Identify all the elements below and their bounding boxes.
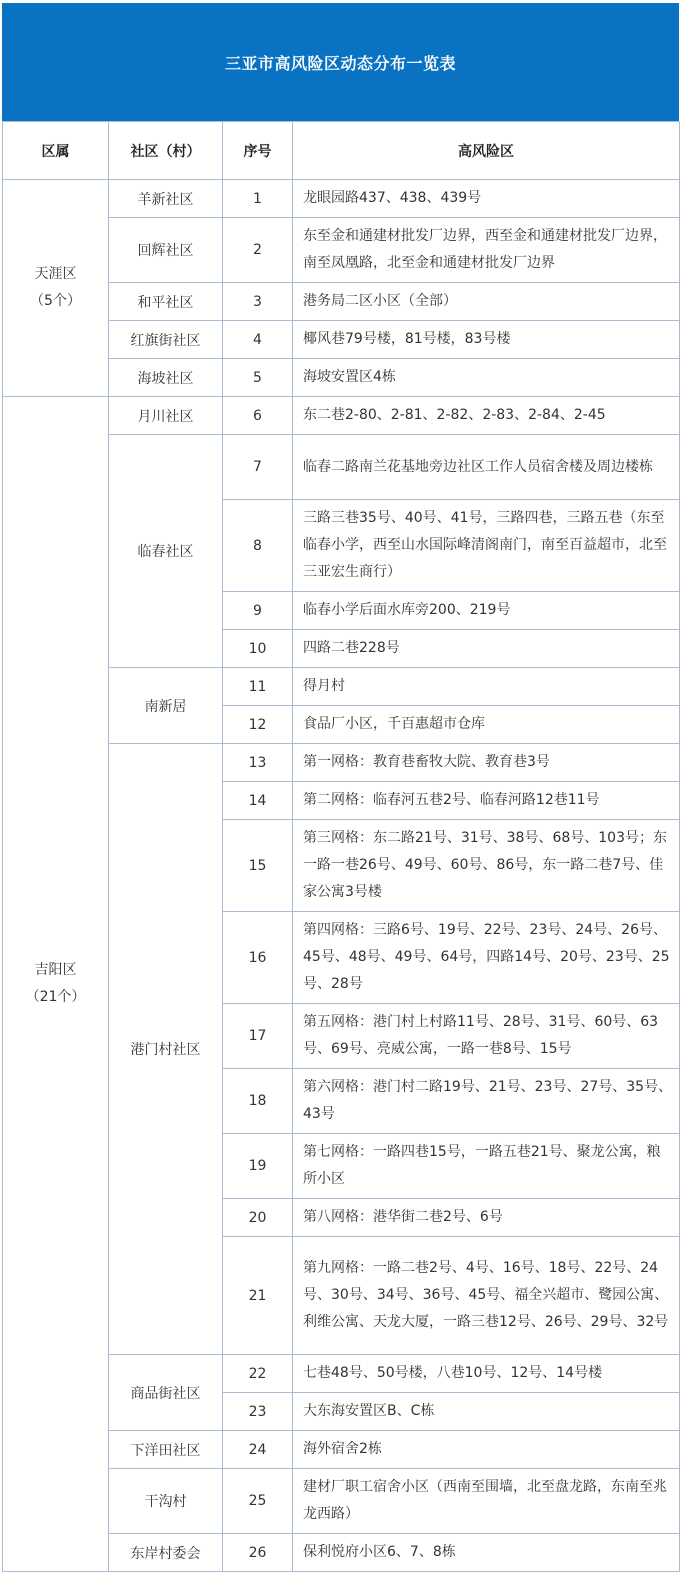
area-cell: 食品厂小区，千百惠超市仓库 — [293, 706, 680, 744]
community-cell: 下洋田社区 — [109, 1431, 223, 1469]
table-row — [3, 180, 680, 218]
area-cell: 保利悦府小区6、7、8栋 — [293, 1534, 680, 1572]
community-cell: 和平社区 — [109, 283, 223, 321]
area-cell: 三路三巷35号、40号、41号，三路四巷，三路五巷（东至临春小学，西至山水国际峰清阁南门，南至百益超市，北至三亚宏生商行） — [293, 500, 680, 592]
area-cell: 港务局二区小区（全部） — [293, 283, 680, 321]
area-cell: 第七网格：一路四巷15号，一路五巷21号、聚龙公寓，粮所小区 — [293, 1134, 680, 1199]
district-count: （21个） — [25, 989, 86, 1005]
row-number: 14 — [223, 782, 293, 820]
table-row — [3, 397, 680, 435]
community-cell: 羊新社区 — [109, 180, 223, 218]
area-cell: 第一网格：教育巷畜牧大院、教育巷3号 — [293, 744, 680, 782]
row-number: 24 — [223, 1431, 293, 1469]
header-high-risk-area: 高风险区 — [293, 122, 680, 180]
community-cell: 商品街社区 — [109, 1355, 223, 1431]
header-row — [3, 122, 680, 180]
risk-area-sheet — [2, 3, 679, 1572]
community-cell: 红旗街社区 — [109, 321, 223, 359]
row-number: 5 — [223, 359, 293, 397]
row-number: 4 — [223, 321, 293, 359]
risk-area-table — [2, 121, 680, 1572]
row-number: 6 — [223, 397, 293, 435]
row-number: 26 — [223, 1534, 293, 1572]
area-cell: 得月村 — [293, 668, 680, 706]
row-number: 1 — [223, 180, 293, 218]
row-number: 8 — [223, 500, 293, 592]
community-cell: 回辉社区 — [109, 218, 223, 283]
row-number: 7 — [223, 435, 293, 500]
row-number: 21 — [223, 1237, 293, 1355]
area-cell: 第三网格：东二路21号、31号、38号、68号、103号；东一路一巷26号、49号、60号、86号，东一路二巷7号、佳家公寓3号楼 — [293, 820, 680, 912]
area-cell: 临春小学后面水库旁200、219号 — [293, 592, 680, 630]
community-cell: 干沟村 — [109, 1469, 223, 1534]
area-cell: 第八网格：港华街二巷2号、6号 — [293, 1199, 680, 1237]
row-number: 16 — [223, 912, 293, 1004]
area-cell: 椰风巷79号楼，81号楼，83号楼 — [293, 321, 680, 359]
row-number: 23 — [223, 1393, 293, 1431]
community-cell: 临春社区 — [109, 435, 223, 668]
row-number: 19 — [223, 1134, 293, 1199]
row-number: 20 — [223, 1199, 293, 1237]
row-number: 13 — [223, 744, 293, 782]
district-name: 天涯区 — [34, 266, 77, 282]
area-cell: 第四网格：三路6号、19号、22号、23号、24号、26号、45号、48号、49号、64号，四路14号、20号、23号、25号、28号 — [293, 912, 680, 1004]
area-cell: 海外宿舍2栋 — [293, 1431, 680, 1469]
header-community: 社区（村） — [109, 122, 223, 180]
community-cell: 东岸村委会 — [109, 1534, 223, 1572]
page-title: 三亚市高风险区动态分布一览表 — [2, 3, 679, 121]
district-name: 吉阳区 — [34, 962, 77, 978]
area-cell: 第九网格：一路二巷2号、4号、16号、18号、22号、24号、30号、34号、36号、45号、福全兴超市、鹭园公寓、利维公寓、天龙大厦，一路三巷12号、26号、29号、32号 — [293, 1237, 680, 1355]
row-number: 11 — [223, 668, 293, 706]
row-number: 3 — [223, 283, 293, 321]
district-count: （5个） — [30, 293, 81, 309]
community-cell: 月川社区 — [109, 397, 223, 435]
row-number: 15 — [223, 820, 293, 912]
area-cell: 七巷48号、50号楼，八巷10号、12号、14号楼 — [293, 1355, 680, 1393]
row-number: 25 — [223, 1469, 293, 1534]
area-cell: 第六网格：港门村二路19号、21号、23号、27号、35号、43号 — [293, 1069, 680, 1134]
row-number: 18 — [223, 1069, 293, 1134]
community-cell: 海坡社区 — [109, 359, 223, 397]
area-cell: 龙眼园路437、438、439号 — [293, 180, 680, 218]
area-cell: 东至金和通建材批发厂边界，西至金和通建材批发厂边界，南至凤凰路，北至金和通建材批发厂边界 — [293, 218, 680, 283]
community-cell: 港门村社区 — [109, 744, 223, 1355]
area-cell: 海坡安置区4栋 — [293, 359, 680, 397]
area-cell: 第五网格：港门村上村路11号、28号、31号、60号、63号、69号、亮威公寓，一路一巷8号、15号 — [293, 1004, 680, 1069]
area-cell: 第二网格：临春河五巷2号、临春河路12巷11号 — [293, 782, 680, 820]
district-cell — [3, 180, 109, 397]
row-number: 2 — [223, 218, 293, 283]
row-number: 10 — [223, 630, 293, 668]
community-cell: 南新居 — [109, 668, 223, 744]
row-number: 9 — [223, 592, 293, 630]
header-number: 序号 — [223, 122, 293, 180]
district-cell — [3, 397, 109, 1572]
row-number: 22 — [223, 1355, 293, 1393]
row-number: 17 — [223, 1004, 293, 1069]
area-cell: 四路二巷228号 — [293, 630, 680, 668]
area-cell: 大东海安置区B、C栋 — [293, 1393, 680, 1431]
row-number: 12 — [223, 706, 293, 744]
area-cell: 建材厂职工宿舍小区（西南至围墙，北至盘龙路，东南至兆龙西路） — [293, 1469, 680, 1534]
area-cell: 临春二路南兰花基地旁边社区工作人员宿舍楼及周边楼栋 — [293, 435, 680, 500]
area-cell: 东二巷2-80、2-81、2-82、2-83、2-84、2-45 — [293, 397, 680, 435]
header-district: 区属 — [3, 122, 109, 180]
